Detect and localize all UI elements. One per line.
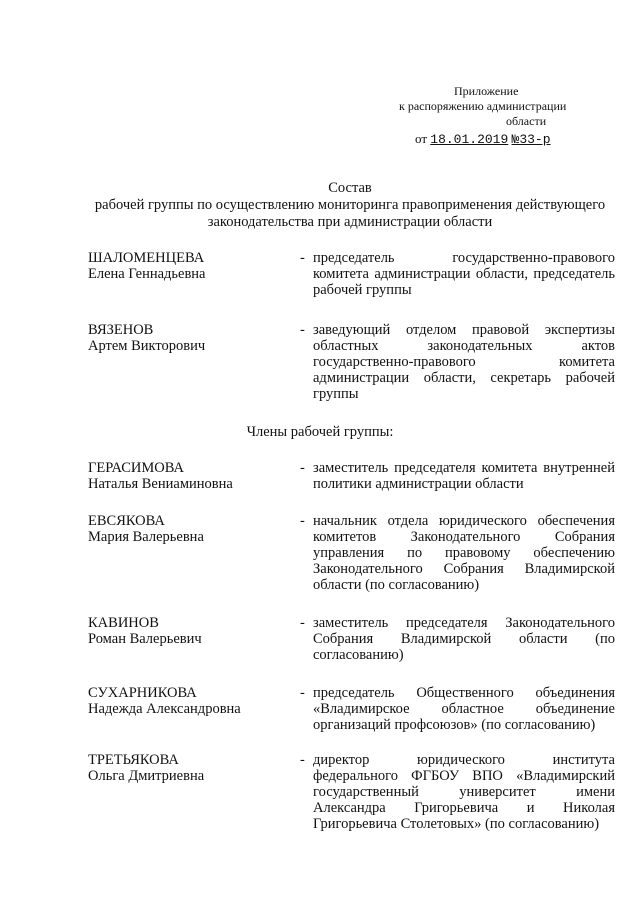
person-role: председатель Общественного объединения «Владимирское областное объединение организаций профсоюзов» (по согласованию) [313,685,615,733]
document-title: Состав [328,180,372,196]
appendix-date-line [380,131,620,147]
person-given-name: Наталья Вениаминовна [88,476,233,492]
person-name [88,615,288,647]
person-name [88,460,288,492]
person-surname: ТРЕТЬЯКОВА [88,752,179,768]
person-given-name: Надежда Александровна [88,701,241,717]
person-surname: КАВИНОВ [88,615,159,631]
separator-dash: - [300,460,305,476]
document-subtitle-line1: рабочей группы по осуществлению мониторинга правоприменения действующего [94,197,606,213]
person-surname: ЕВСЯКОВА [88,513,165,529]
person-name [88,250,288,282]
person-role: заведующий отделом правовой экспертизы областных законодательных актов государственно-правового комитета администрации области, секретарь рабочей группы [313,322,615,402]
separator-dash: - [300,513,305,529]
person-surname: ВЯЗЕНОВ [88,322,154,338]
document-subtitle-line2: законодательства при администрации области [207,214,493,230]
person-surname: ШАЛОМЕНЦЕВА [88,250,205,266]
order-date: 18.01.2019 [430,132,509,147]
person-role: директор юридического института федерального ФГБОУ ВПО «Владимирский государственный университет имени Александра Григорьевича и Николая Григорьевича Столетовых» (по согласованию) [313,752,615,832]
appendix-label: Приложение [454,84,519,98]
members-heading: Члены рабочей группы: [246,424,394,440]
appendix-order-ref: к распоряжению администрации [399,99,567,113]
order-number: №33-р [511,132,551,147]
person-surname: ГЕРАСИМОВА [88,460,184,476]
person-given-name: Мария Валерьевна [88,529,204,545]
date-prefix: от [415,131,428,146]
person-given-name: Елена Геннадьевна [88,266,206,282]
separator-dash: - [300,615,305,631]
person-name [88,513,288,545]
person-role: заместитель председателя Законодательного Собрания Владимирской области (по согласованию) [313,615,615,663]
person-given-name: Артем Викторович [88,338,206,354]
person-role: председатель государственно-правового комитета администрации области, председатель рабочей группы [313,250,615,298]
separator-dash: - [300,752,305,768]
person-role: начальник отдела юридического обеспечения комитетов Законодательного Собрания управления по правовому обеспечению Законодательного Собрания Владимирской области (по согласованию) [313,513,615,593]
person-role: заместитель председателя комитета внутренней политики администрации области [313,460,615,492]
person-name [88,322,288,354]
separator-dash: - [300,322,305,338]
person-given-name: Ольга Дмитриевна [88,768,205,784]
person-given-name: Роман Валерьевич [88,631,202,647]
person-name [88,752,288,784]
separator-dash: - [300,685,305,701]
person-surname: СУХАРНИКОВА [88,685,197,701]
person-name [88,685,288,717]
separator-dash: - [300,250,305,266]
appendix-region: области [506,114,547,128]
appendix-header [380,84,620,147]
